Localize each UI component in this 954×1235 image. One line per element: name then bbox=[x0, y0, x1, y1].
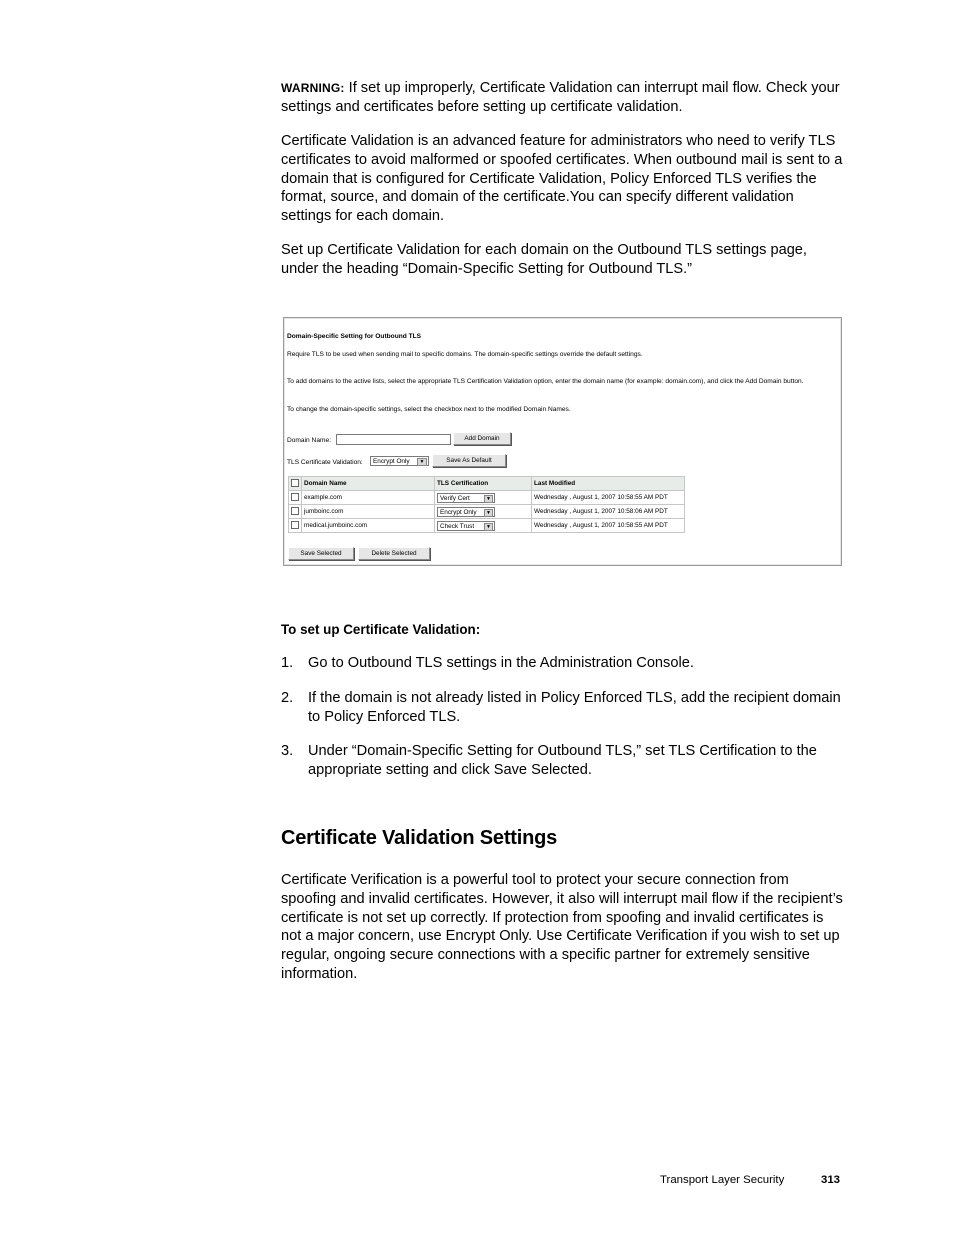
row-checkbox[interactable] bbox=[291, 521, 299, 529]
row-cert-select[interactable] bbox=[437, 521, 495, 531]
domain-name-input[interactable] bbox=[336, 434, 451, 445]
row-domain: jumboinc.com bbox=[302, 505, 435, 519]
select-all-checkbox[interactable] bbox=[291, 479, 299, 487]
screenshot-line-2: To add domains to the active lists, select the appropriate TLS Certification Validation option, enter the domain name (for example: domain.com), and click the Add Domain button. bbox=[287, 378, 804, 385]
column-last-modified: Last Modified bbox=[532, 477, 685, 491]
procedure-title: To set up Certificate Validation: bbox=[281, 622, 481, 637]
screenshot-line-1: Require TLS to be used when sending mail to specific domains. The domain-specific settings override the default settings. bbox=[287, 351, 643, 358]
outbound-tls-screenshot bbox=[283, 317, 842, 566]
row-domain: example.com bbox=[302, 491, 435, 505]
table-row bbox=[289, 491, 685, 505]
row-cert-select[interactable] bbox=[437, 507, 495, 517]
validation-select-value: Encrypt Only bbox=[373, 458, 410, 465]
row-modified: Wednesday , August 1, 2007 10:58:55 AM PDT bbox=[532, 491, 685, 505]
row-cert-value: Check Trust bbox=[440, 522, 475, 530]
row-cert-value: Verify Cert bbox=[440, 494, 470, 502]
screenshot-title: Domain-Specific Setting for Outbound TLS bbox=[287, 333, 422, 340]
save-selected-button[interactable]: Save Selected bbox=[288, 547, 354, 560]
step-text: Go to Outbound TLS settings in the Administration Console. bbox=[308, 655, 694, 671]
row-checkbox[interactable] bbox=[291, 507, 299, 515]
step-text: If the domain is not already listed in Policy Enforced TLS, add the recipient domain to Policy Enforced TLS. bbox=[308, 690, 841, 725]
section-paragraph: Certificate Verification is a powerful tool to protect your secure connection from spoofing and invalid certificates. However, it also will interrupt mail flow if the recipient’s certificate is not set up correctly. If protection from spoofing and invalid certificates is not a major concern, use Encrypt Only. Use Certificate Verification if you wish to set up regular, ongoing secure connections with a specific partner for extremely sensitive information. bbox=[281, 872, 843, 982]
validation-select[interactable] bbox=[370, 456, 429, 466]
step-number: 3. bbox=[281, 743, 294, 759]
row-cert-select[interactable] bbox=[437, 493, 495, 503]
intro-paragraph: Certificate Validation is an advanced feature for administrators who need to verify TLS certificates to avoid malformed or spoofed certificates. When outbound mail is sent to a domain that is configured for Certificate Validation, Policy Enforced TLS verifies the format, source, and domain of the certificate.You can specify different validation settings for each domain. bbox=[281, 133, 843, 225]
step-number: 1. bbox=[281, 655, 294, 671]
domain-table bbox=[288, 476, 685, 533]
validation-label: TLS Certificate Validation: bbox=[287, 459, 363, 466]
row-cert-value: Encrypt Only bbox=[440, 508, 477, 516]
screenshot-line-3: To change the domain-specific settings, select the checkbox next to the modified Domain Names. bbox=[287, 406, 571, 413]
footer-title: Transport Layer Security bbox=[660, 1174, 785, 1186]
row-modified: Wednesday , August 1, 2007 10:58:55 AM PDT bbox=[532, 519, 685, 533]
delete-selected-button[interactable]: Delete Selected bbox=[358, 547, 430, 560]
warning-label: WARNING: bbox=[281, 81, 345, 95]
table-row bbox=[289, 519, 685, 533]
save-as-default-button[interactable]: Save As Default bbox=[432, 454, 506, 467]
setup-paragraph: Set up Certificate Validation for each domain on the Outbound TLS settings page, under the heading “Domain-Specific Setting for Outbound TLS.” bbox=[281, 242, 807, 277]
domain-name-label: Domain Name: bbox=[287, 437, 331, 444]
section-heading: Certificate Validation Settings bbox=[281, 827, 558, 849]
row-modified: Wednesday , August 1, 2007 10:58:06 AM PDT bbox=[532, 505, 685, 519]
add-domain-button[interactable]: Add Domain bbox=[453, 432, 511, 445]
row-checkbox[interactable] bbox=[291, 493, 299, 501]
chevron-down-icon: ▼ bbox=[417, 458, 427, 466]
column-tls-certification: TLS Certification bbox=[435, 477, 532, 491]
table-header-row bbox=[289, 477, 685, 491]
chevron-down-icon: ▼ bbox=[484, 523, 493, 531]
warning-paragraph bbox=[281, 79, 846, 117]
step-number: 2. bbox=[281, 690, 294, 706]
column-domain-name: Domain Name bbox=[302, 477, 435, 491]
table-row bbox=[289, 505, 685, 519]
chevron-down-icon: ▼ bbox=[484, 509, 493, 517]
warning-text: If set up improperly, Certificate Validation can interrupt mail flow. Check your settings and certificates before setting up certificate validation. bbox=[281, 80, 840, 115]
chevron-down-icon: ▼ bbox=[484, 495, 493, 503]
step-text: Under “Domain-Specific Setting for Outbound TLS,” set TLS Certification to the appropriate setting and click Save Selected. bbox=[308, 743, 817, 778]
row-domain: medical.jumboinc.com bbox=[302, 519, 435, 533]
page-number: 313 bbox=[821, 1174, 841, 1186]
